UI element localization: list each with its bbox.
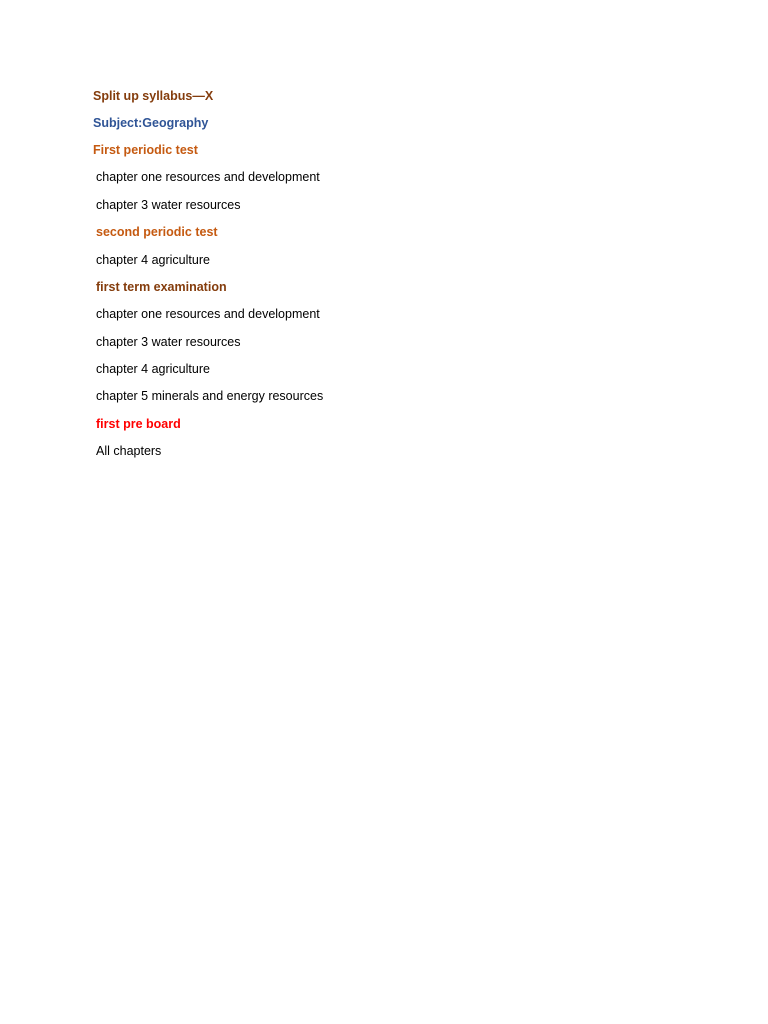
list-item: chapter one resources and development xyxy=(96,307,320,321)
list-item: chapter 4 agriculture xyxy=(96,253,210,267)
section-heading-second-periodic-test: second periodic test xyxy=(96,225,218,239)
section-heading-first-periodic-test: First periodic test xyxy=(93,143,198,157)
list-item: chapter 4 agriculture xyxy=(96,362,210,376)
subject-heading: Subject:Geography xyxy=(93,116,209,130)
list-item: chapter one resources and development xyxy=(96,170,320,184)
list-item: All chapters xyxy=(96,444,162,458)
document-title: Split up syllabus—X xyxy=(93,89,214,103)
list-item: chapter 3 water resources xyxy=(96,198,241,212)
list-item: chapter 3 water resources xyxy=(96,335,241,349)
list-item: chapter 5 minerals and energy resources xyxy=(96,389,324,403)
section-heading-first-term-examination: first term examination xyxy=(96,280,227,294)
section-heading-first-pre-board: first pre board xyxy=(96,417,181,431)
